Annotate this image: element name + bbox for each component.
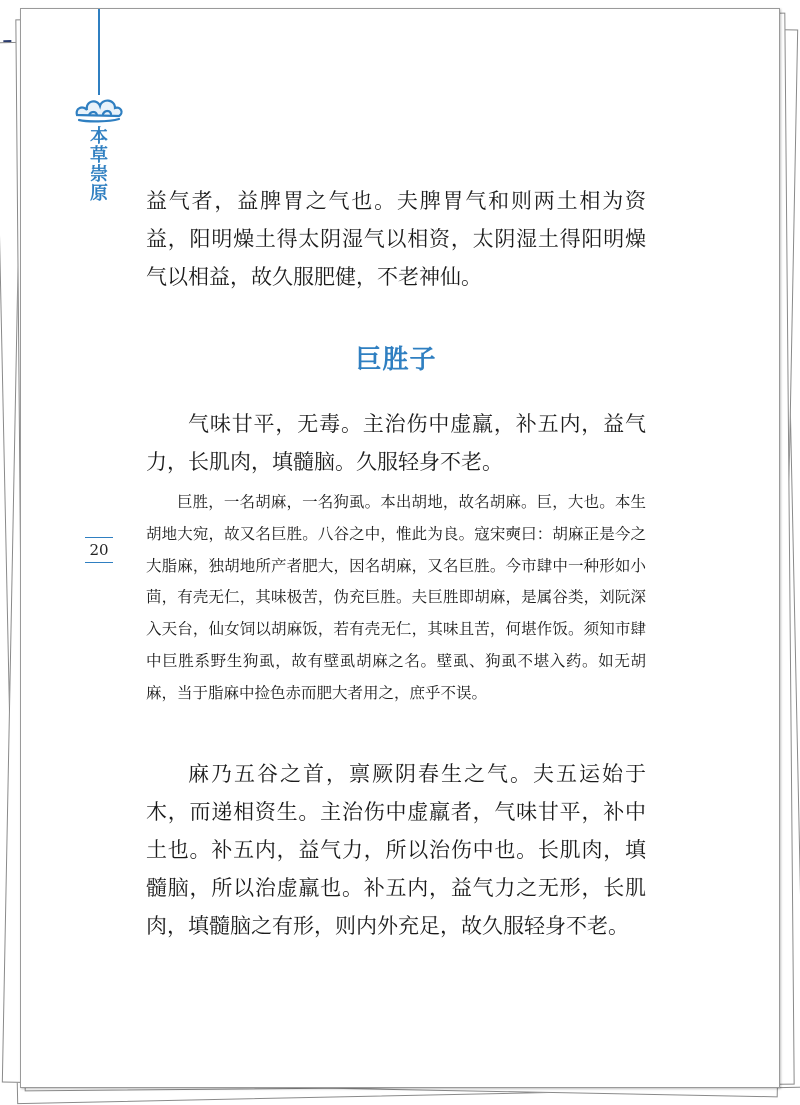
entry-explanation: 麻乃五谷之首，禀厥阴春生之气。夫五运始于木，而递相资生。主治伤中虚羸者，气味甘平，补中土也。补五内，益气力，所以治伤中也。长肌肉，填髓脑，所以治虚羸也。补五内，益气力之无形，长肌肉，填髓脑之有形，则内外充足，故久服轻身不老。 xyxy=(146,762,646,938)
book-title-vertical: 本草崇原 xyxy=(90,126,108,204)
entry-heading: 巨胜子 xyxy=(355,345,437,375)
book-page xyxy=(20,8,780,1088)
intro-paragraph: 益气者，益脾胃之气也。夫脾胃气和则两土相为资益，阳明燥土得太阴湿气以相资，太阴湿土得阳明燥气以相益，故久服肥健，不老神仙。 xyxy=(146,189,646,289)
page-number: 20 xyxy=(89,541,109,559)
cloud-ornament-icon xyxy=(73,91,125,125)
page-number-block xyxy=(85,537,113,563)
decorative-vertical-line xyxy=(98,9,100,95)
entry-commentary: 巨胜，一名胡麻，一名狗虱。本出胡地，故名胡麻。巨，大也。本生胡地大宛，故又名巨胜。八谷之中，惟此为良。寇宋奭曰：胡麻正是今之大脂麻，独胡地所产者肥大，因名胡麻，又名巨胜。今市肆中一种形如小茴，有壳无仁，其味极苦，伪充巨胜。夫巨胜即胡麻，是属谷类，刘阮深入天台，仙女饲以胡麻饭，若有壳无仁，其味且苦，何堪作饭。须知市肆中巨胜系野生狗虱，故有壁虱胡麻之名。壁虱、狗虱不堪入药。如无胡麻，当于脂麻中捡色赤而肥大者用之，庶乎不误。 xyxy=(146,493,646,702)
entry-main-text: 气味甘平，无毒。主治伤中虚羸，补五内，益气力，长肌肉，填髓脑。久服轻身不老。 xyxy=(146,412,646,474)
page-number-rule-bottom xyxy=(85,562,113,563)
